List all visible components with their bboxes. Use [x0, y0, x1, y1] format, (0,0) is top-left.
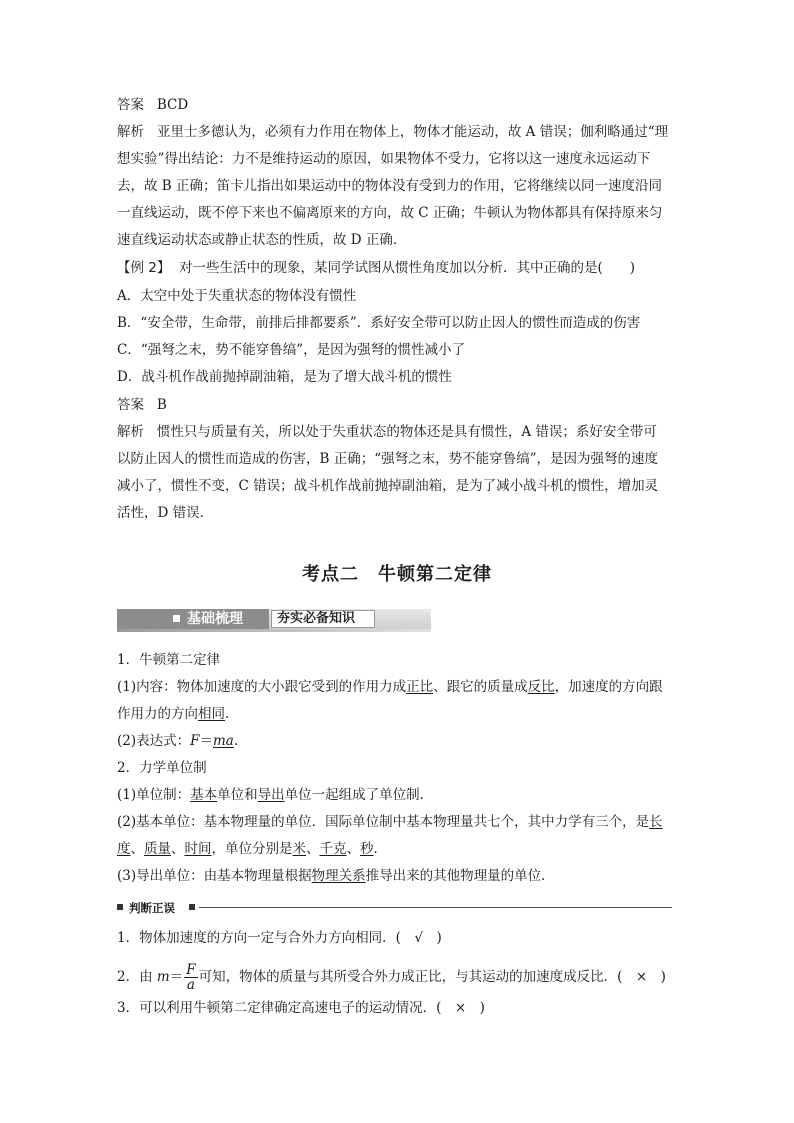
judge-item-2: 2．由 m＝ $\frac{F}{a}$ 可知，物体的质量与其所受合外力成正比，与其运动的加速度成反比．( × )	[117, 962, 666, 993]
analysis-text: 惯性只与质量有关，所以处于失重状态的物体还是具有惯性，A 错误；系好安全带可	[156, 424, 657, 440]
analysis-text: 亚里士多德认为，必须有力作用在物体上，物体才能运动，故 A 错误；伽利略通过“理	[156, 124, 669, 140]
blank-answer: 度	[117, 841, 131, 857]
ex1-analysis-line-5: 速直线运动状态或静止状态的性质，故 D 正确．	[117, 232, 407, 248]
example-question: 对一些生活中的现象，某同学试图从惯性角度加以分析．其中正确的是( )	[178, 260, 636, 276]
blank-answer: 质量	[144, 841, 171, 857]
banner-square-icon	[173, 615, 180, 622]
section-title: 考点二 牛顿第二定律	[302, 564, 492, 585]
judge-item-1: 1．物体加速度的方向一定与合外力方向相同．( √ )	[117, 930, 442, 946]
formula-F: F	[190, 733, 200, 749]
ex2-analysis-line-3: 减小了，惯性不变，C 错误；战斗机作战前抛掉副油箱，是为了减小战斗机的惯性，增加灵	[117, 478, 659, 494]
option-a: A．太空中处于失重状态的物体没有惯性	[117, 288, 357, 304]
judge-header	[117, 898, 672, 918]
ex2-question-line	[117, 258, 635, 278]
units-line-2: (2)基本单位：基本物理量的单位．国际单位制中基本物理量共七个，其中力学有三个，是长	[117, 814, 663, 830]
judge-title: 判断正误	[129, 901, 175, 915]
blank-answer: 物理关系	[311, 868, 366, 884]
units-line-3: 度、质量、时间，单位分别是米、千克、秒．	[117, 841, 387, 857]
blank-answer: 千克	[319, 841, 347, 857]
ex2-analysis-line-1	[117, 422, 657, 442]
divider	[199, 907, 672, 908]
blank-answer: 秒	[360, 841, 374, 857]
ex2-analysis-line-4: 活性，D 错误．	[117, 505, 214, 521]
square-bullet-icon	[189, 904, 195, 910]
example-tag: 【例 2】	[117, 260, 171, 276]
ex1-analysis-line-4: 一直线运动，既不停下来也不偏离原来的方向，故 C 正确；牛顿认为物体都具有保持原来匀	[117, 205, 663, 221]
answer-label: 答案	[117, 97, 144, 113]
blank-answer: 基本	[190, 787, 218, 803]
blank-answer: 长	[649, 814, 663, 830]
law-heading: 1．牛顿第二定律	[117, 652, 221, 668]
ex1-analysis-line-1	[117, 122, 668, 142]
blank-answer: 反比	[527, 679, 555, 695]
option-c: C．“强弩之末，势不能穿鲁缟”，是因为强弩的惯性减小了	[117, 342, 466, 358]
units-line-4: (3)导出单位：由基本物理量根据物理关系推导出来的其他物理量的单位．	[117, 868, 555, 884]
ex1-analysis-line-2: 想实验”得出结论：力不是维持运动的原因，如果物体不受力，它将以这一速度永远运动下	[117, 151, 651, 167]
law-content-line-1: (1)内容：物体加速度的大小跟它受到的作用力成正比、跟它的质量成反比，加速度的方向跟	[117, 679, 663, 695]
ex2-answer-line	[117, 395, 167, 415]
square-bullet-icon	[117, 904, 123, 910]
ex1-answer-line	[117, 95, 188, 115]
blank-answer: 米	[292, 841, 306, 857]
answer-value: BCD	[156, 97, 189, 113]
banner-subtitle: 夯实必备知识	[277, 611, 356, 626]
law-formula-line: (2)表达式：F＝ma.	[117, 733, 239, 749]
analysis-label: 解析	[117, 124, 144, 140]
banner-title: 基础梳理	[187, 611, 243, 627]
blank-answer: 导出	[257, 787, 285, 803]
fraction: $\frac{F}{a}$	[186, 962, 196, 993]
answer-label: 答案	[117, 397, 144, 413]
option-b: B．“安全带，生命带，前排后排都要系”．系好安全带可以防止因人的惯性而造成的伤害	[117, 315, 641, 331]
law-content-line-2: 作用力的方向相同．	[117, 706, 239, 722]
analysis-label: 解析	[117, 424, 144, 440]
ex1-analysis-line-3: 去，故 B 正确；笛卡儿指出如果运动中的物体没有受到力的作用，它将继续以同一速度沿同	[117, 178, 663, 194]
blank-answer: ma	[213, 733, 234, 749]
ex2-analysis-line-2: 以防止因人的惯性而造成的伤害，B 正确；“强弩之末，势不能穿鲁缟”，是因为强弩的速度	[117, 451, 659, 467]
blank-answer: 正比	[406, 679, 434, 695]
blank-answer: 时间	[184, 841, 212, 857]
option-d: D．战斗机作战前抛掉副油箱，是为了增大战斗机的惯性	[117, 369, 452, 385]
answer-value: B	[156, 397, 167, 413]
units-line-1: (1)单位制：基本单位和导出单位一起组成了单位制．	[117, 787, 434, 803]
judge-item-3: 3．可以利用牛顿第二定律确定高速电子的运动情况．( × )	[117, 1000, 485, 1016]
section-banner	[117, 609, 431, 633]
blank-answer: 相同	[198, 706, 225, 722]
units-heading: 2．力学单位制	[117, 760, 207, 776]
